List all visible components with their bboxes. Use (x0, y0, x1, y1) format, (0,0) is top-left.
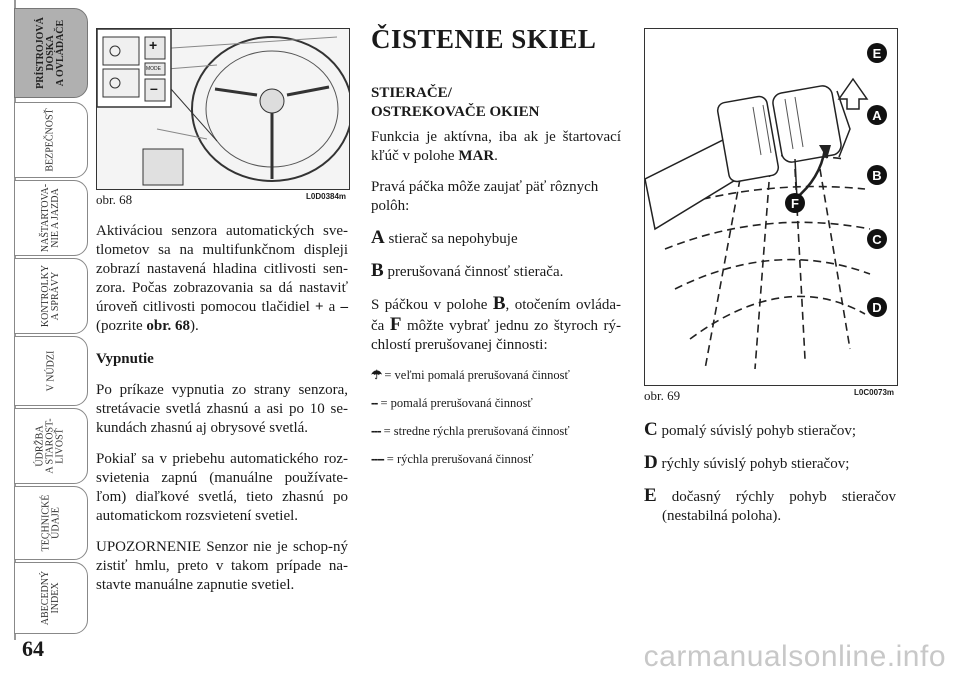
figure-reference: obr. 68 (146, 318, 191, 334)
text: S páčkou v polohe (371, 297, 493, 313)
watermark: carmanualsonline.info (643, 640, 946, 673)
text: , otočením ovláda-ča (371, 297, 622, 334)
tab-label: BEZPEČNOSŤ (45, 108, 56, 172)
speed-medium (371, 423, 621, 439)
label-f-badge (785, 193, 805, 213)
minus-symbol: – (340, 299, 348, 315)
paragraph-sensitivity (96, 222, 348, 336)
label-d-badge (867, 297, 887, 317)
text: a (323, 299, 341, 315)
text: ). (190, 318, 199, 334)
page-number: 64 (22, 636, 44, 661)
label-text: F (791, 195, 799, 211)
tab-label: NAŠTARTOVA- NIE A JAZDA (40, 183, 61, 253)
tab-kontrolky[interactable] (14, 258, 88, 334)
figure-69-caption: obr. 69 (644, 388, 681, 403)
plus-symbol: + (314, 299, 324, 315)
label-text: E (872, 45, 882, 61)
figure-68-caption: obr. 68 (96, 192, 133, 207)
label-b-badge (867, 165, 887, 185)
label-text: C (872, 231, 882, 247)
speed-text: = stredne rýchla prerušovaná činnosť (383, 424, 570, 438)
label-text: D (872, 299, 882, 315)
column-2 (371, 84, 621, 479)
item-text: rýchly súvislý pohyb stieračov; (661, 456, 850, 472)
figure-68-code: L0D0384m (306, 192, 347, 201)
tab-pristrojova-doska[interactable] (14, 8, 88, 98)
tab-nastartovanie[interactable] (14, 180, 88, 256)
speed-very-slow (371, 367, 621, 383)
item-letter: A (371, 227, 385, 248)
list-item-e (644, 486, 896, 526)
paragraph-activation (371, 128, 621, 166)
list-item-a (371, 228, 621, 249)
tab-bezpecnost[interactable] (14, 102, 88, 178)
text: Aktiváciou senzora automatických sve-tlometov sa na multifunkčnom displeji zobrazí nastavená hladina citlivosti sen-zora. Počas zobrazovania sa dá nastaviť úroveň citlivosti pomocou tlačidiel (96, 223, 348, 315)
fast-dash-icon: ---- (371, 452, 384, 466)
figure-69-code: L0C0073m (854, 388, 895, 397)
tab-abecedny-index[interactable] (14, 562, 88, 634)
speed-text: = pomalá prerušovaná činnosť (380, 396, 533, 410)
item-text: pomalý súvislý pohyb stieračov; (661, 423, 857, 439)
speed-text: = veľmi pomalá prerušovaná činnosť (384, 368, 570, 382)
text: Funkcia je aktívna, iba ak je štartovací kľúč v polohe (371, 129, 621, 164)
very-slow-icon: ☂ (371, 368, 382, 382)
text: (pozrite (96, 318, 147, 334)
column-1 (96, 222, 348, 607)
item-text: prerušovaná činnosť stierača. (387, 264, 564, 280)
item-text: dočasný rýchly pohyb stieračov (nestabilná poloha). (662, 489, 896, 524)
key-position: MAR (458, 148, 495, 164)
speed-slow (371, 395, 621, 411)
chapter-sidebar (0, 0, 88, 677)
subheading-stierace: STIERAČE/ (371, 85, 452, 101)
tab-udrzba[interactable] (14, 408, 88, 484)
tab-label: PRÍSTROJOVÁ DOSKA A OVLÁDAČE (35, 17, 66, 89)
paragraph-switch-off: Po príkaze vypnutia zo strany senzora, stretávacie svetlá zhasnú a asi po 10 se-kundách zhasnú aj obrysové svetlá. (96, 382, 348, 436)
text: . (494, 148, 498, 164)
item-letter: B (371, 260, 384, 281)
tab-technicke-udaje[interactable] (14, 486, 88, 560)
label-text: B (872, 167, 882, 183)
paragraph-speed-select (371, 294, 621, 355)
heading-vypnutie: Vypnutie (96, 351, 154, 367)
speed-text: = rýchla prerušovaná činnosť (386, 452, 534, 466)
item-letter: E (644, 485, 657, 506)
label-e-badge (867, 43, 887, 63)
paragraph-high-beam: Pokiaľ sa v priebehu automatického roz-svietenia zapnú (manuálne používate-ľom) diaľkové svetlá, tieto zhasnú po automatickom rozsvietení svetiel. (96, 451, 348, 524)
figure-68-dashboard (96, 28, 350, 190)
dashboard-illustration (97, 29, 349, 189)
list-item-d (644, 453, 896, 474)
tab-label: ÚDRŽBA A STAROST- LIVOSŤ (34, 418, 66, 474)
label-text: A (872, 107, 882, 123)
position-letter: B (492, 293, 506, 314)
paragraph-warning: UPOZORNENIE Senzor nie je schop-ný zistiť hmlu, preto v takom prípade na-stavte manuálne zapnutie svetiel. (96, 539, 348, 593)
medium-dash-icon: --- (371, 424, 381, 438)
label-c-badge (867, 229, 887, 249)
tab-label: TECHNICKÉ ÚDAJE (39, 494, 61, 552)
item-letter: C (644, 419, 658, 440)
column-3 (644, 420, 896, 538)
control-letter: F (389, 314, 402, 335)
tab-label: ABECEDNÝ INDEX (39, 570, 61, 626)
wiper-lever-illustration (645, 29, 897, 385)
plus-button-label: + (149, 37, 158, 53)
subheading-ostrekovace: OSTREKOVAČE OKIEN (371, 104, 540, 120)
speed-fast (371, 451, 621, 467)
tab-label: KONTROLKY A SPRÁVY (40, 264, 61, 328)
figure-69-wiper-lever (644, 28, 898, 386)
tab-label: V NÚDZI (45, 350, 56, 392)
minus-button-label: – (150, 80, 158, 96)
page-title: ČISTENIE SKIEL (371, 24, 597, 54)
tab-v-nudzi[interactable] (14, 336, 88, 406)
list-item-c (644, 420, 896, 441)
label-a-badge (867, 105, 887, 125)
text: môžte vybrať jednu zo štyroch rý-chlostí prerušovanej činnosti: (371, 318, 621, 353)
item-letter: D (644, 452, 658, 473)
slow-dash-icon: -- (371, 396, 378, 410)
item-text: stierač sa nepohybuje (388, 231, 518, 247)
paragraph-positions: Pravá páčka môže zaujať päť rôznych polôh: (371, 179, 599, 214)
list-item-b (371, 261, 621, 282)
mode-button-label: MODE (146, 66, 161, 72)
